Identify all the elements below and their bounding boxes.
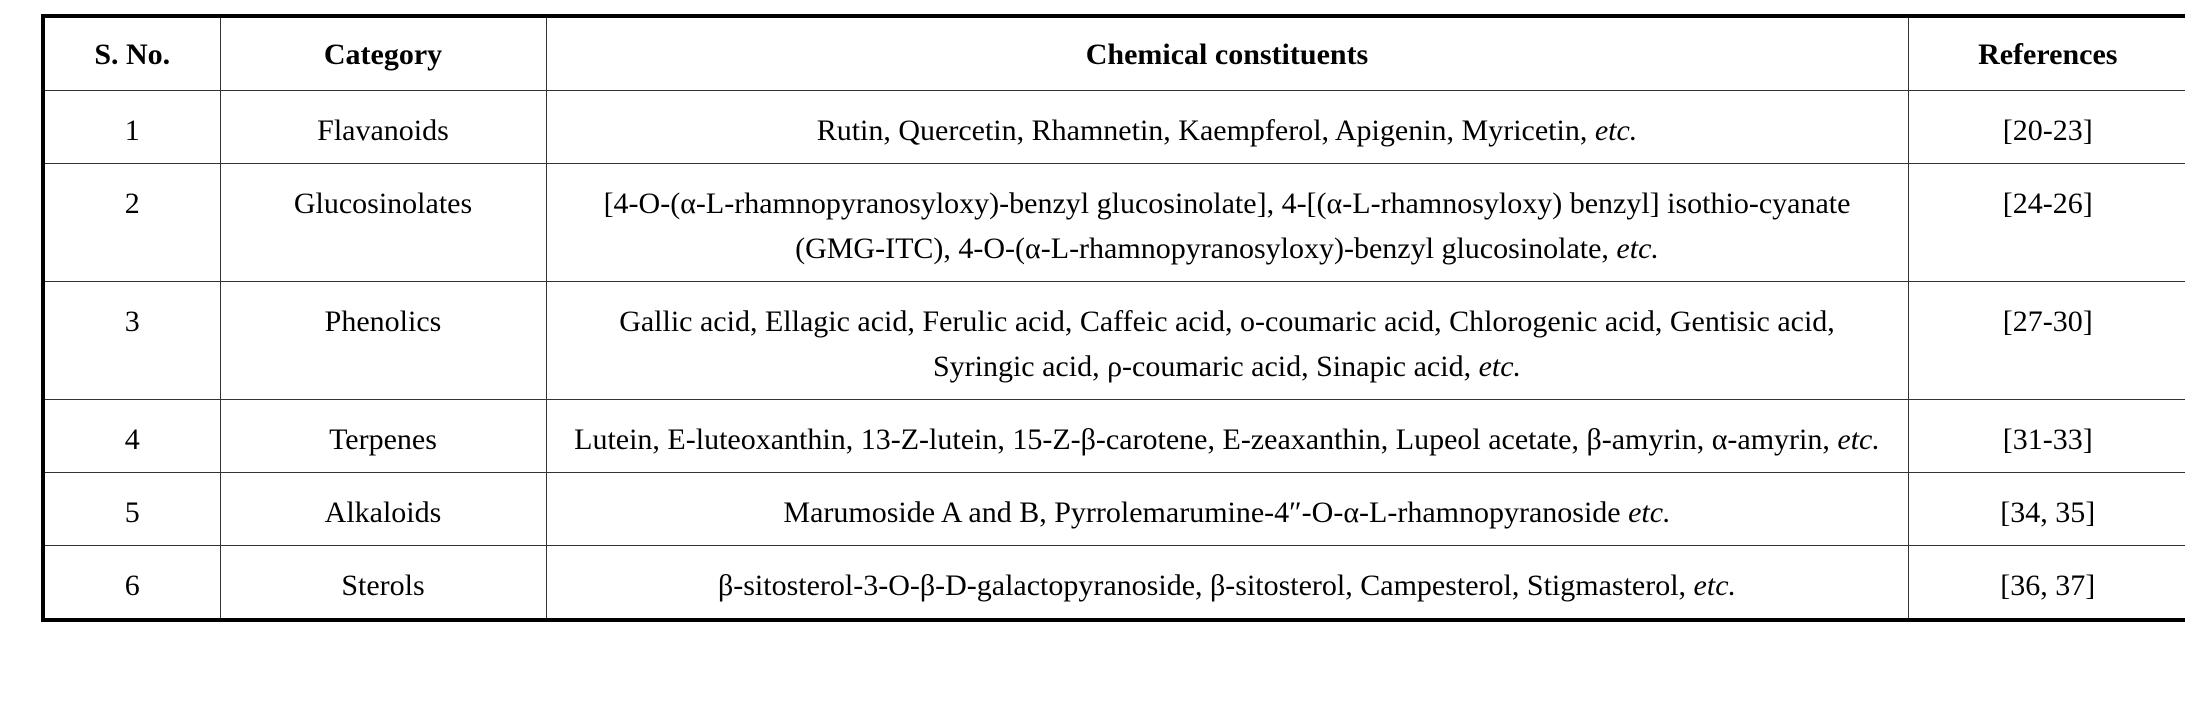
etc-text: etc.	[1478, 350, 1522, 383]
etc-text: etc.	[1837, 423, 1880, 456]
cell-category: Phenolics	[220, 282, 546, 400]
cell-references: [36, 37]	[1908, 546, 2185, 621]
header-row	[43, 16, 2185, 91]
header-references: References	[1908, 16, 2185, 91]
cell-sno: 2	[43, 164, 220, 282]
table-row	[43, 91, 2185, 164]
cell-sno: 6	[43, 546, 220, 621]
cell-constituents	[546, 91, 1908, 164]
cell-constituents	[546, 473, 1908, 546]
cell-sno: 3	[43, 282, 220, 400]
cell-constituents	[546, 400, 1908, 473]
constituents-text: Rutin, Quercetin, Rhamnetin, Kaempferol, Apigenin, Myricetin,	[816, 114, 1588, 147]
cell-category: Sterols	[220, 546, 546, 621]
constituents-table-container	[41, 14, 2185, 622]
cell-category: Terpenes	[220, 400, 546, 473]
cell-sno: 5	[43, 473, 220, 546]
cell-category: Flavanoids	[220, 91, 546, 164]
cell-sno: 4	[43, 400, 220, 473]
constituents-text: [4-O-(α-L-rhamnopyranosyloxy)-benzyl glucosinolate], 4-[(α-L-rhamnosyloxy) benzyl] isothio-cyanate (GMG-ITC), 4-O-(α-L-rhamnopyranosyloxy)-benzyl glucosinolate,	[603, 187, 1851, 265]
cell-sno: 1	[43, 91, 220, 164]
table-row	[43, 164, 2185, 282]
table-row	[43, 400, 2185, 473]
constituents-table	[41, 14, 2185, 622]
cell-constituents	[546, 164, 1908, 282]
cell-constituents	[546, 282, 1908, 400]
table-row	[43, 473, 2185, 546]
etc-text: etc.	[1693, 569, 1737, 602]
header-category: Category	[220, 16, 546, 91]
constituents-text: β-sitosterol-3-O-β-D-galactopyranoside, β-sitosterol, Campesterol, Stigmasterol,	[717, 569, 1687, 602]
cell-references: [34, 35]	[1908, 473, 2185, 546]
cell-category: Alkaloids	[220, 473, 546, 546]
header-sno: S. No.	[43, 16, 220, 91]
cell-references: [27-30]	[1908, 282, 2185, 400]
constituents-text: Gallic acid, Ellagic acid, Ferulic acid, Caffeic acid, o-coumaric acid, Chlorogenic acid, Gentisic acid, Syringic acid, ρ-coumaric acid, Sinapic acid,	[619, 305, 1835, 383]
header-constituents: Chemical constituents	[546, 16, 1908, 91]
constituents-text: Marumoside A and B, Pyrrolemarumine-4″-O-α-L-rhamnopyranoside	[783, 496, 1621, 529]
cell-constituents	[546, 546, 1908, 621]
cell-category: Glucosinolates	[220, 164, 546, 282]
table-row	[43, 282, 2185, 400]
etc-text: etc.	[1594, 114, 1638, 147]
constituents-text: Lutein, E-luteoxanthin, 13-Z-lutein, 15-Z-β-carotene, E-zeaxanthin, Lupeol acetate, β-amyrin, α-amyrin,	[574, 423, 1830, 456]
cell-references: [31-33]	[1908, 400, 2185, 473]
etc-text: etc.	[1628, 496, 1671, 529]
cell-references: [20-23]	[1908, 91, 2185, 164]
cell-references: [24-26]	[1908, 164, 2185, 282]
etc-text: etc.	[1616, 232, 1659, 265]
table-row	[43, 546, 2185, 621]
